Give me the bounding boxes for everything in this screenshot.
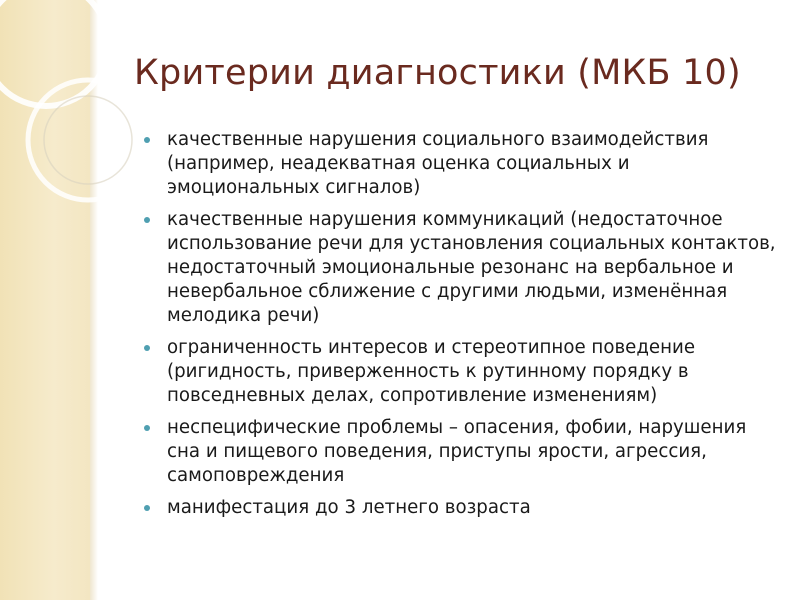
bullet-text: качественные нарушения социального взаимодействия (например, неадекватная оценка социальных и эмоциональных сигналов) — [167, 129, 709, 198]
bullet-list — [142, 128, 782, 528]
bullet-text: неспецифические проблемы – опасения, фобии, нарушения сна и пищевого поведения, приступы ярости, агрессия, самоповреждения — [167, 417, 747, 486]
bullet-dot-icon — [144, 345, 150, 351]
bullet-item — [142, 416, 782, 488]
bullet-item — [142, 336, 782, 408]
bullet-item — [142, 128, 782, 200]
bullet-item — [142, 208, 782, 328]
bullet-text: качественные нарушения коммуникаций (недостаточное использование речи для установления социальных контактов, недостаточный эмоциональные резонанс на вербальное и невербальное сближение с другими людьми, изменённая мелодика речи) — [167, 209, 776, 326]
decorative-side-band — [0, 0, 90, 600]
slide-title: Критерии диагностики (МКБ 10) — [134, 53, 741, 93]
bullet-dot-icon — [144, 505, 150, 511]
bullet-item — [142, 496, 782, 520]
side-band-edge — [90, 0, 98, 600]
bullet-text: ограниченность интересов и стереотипное поведение (ригидность, приверженность к рутинному порядку в повседневных делах, сопротивление изменениям) — [167, 337, 696, 406]
bullet-dot-icon — [144, 137, 150, 143]
bullet-text: манифестация до 3 летнего возраста — [167, 497, 531, 518]
bullet-dot-icon — [144, 425, 150, 431]
bullet-dot-icon — [144, 217, 150, 223]
